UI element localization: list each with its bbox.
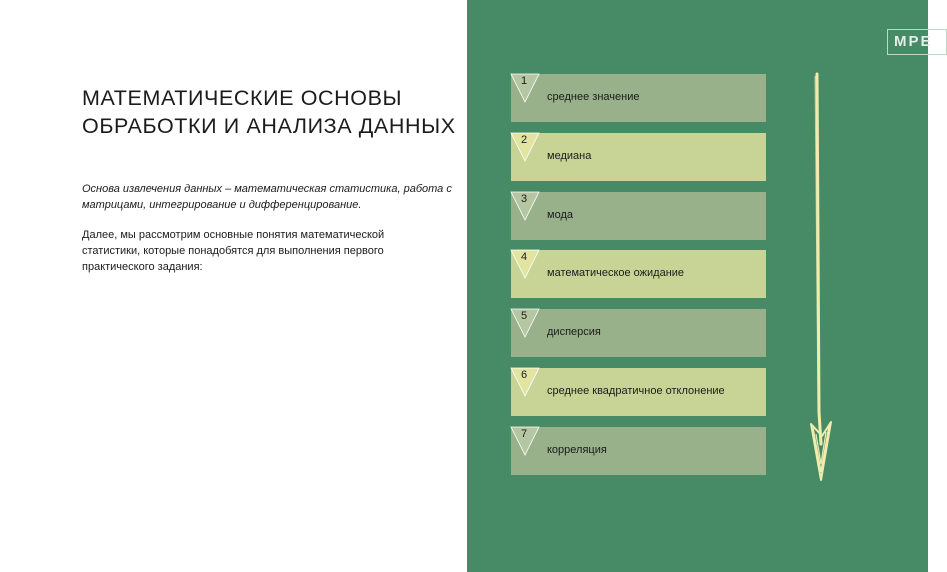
item-number: 1 [521,75,528,87]
list-item [511,250,766,298]
intro-text: Основа извлечения данных – математическая статистика, работа с матрицами, интегрирование и дифференцирование. [82,183,452,211]
item-label: медиана [547,149,592,162]
item-number: 5 [521,310,528,323]
logo: МРЕ [887,29,947,55]
page-title: МАТЕМАТИЧЕСКИЕ ОСНОВЫ ОБРАБОТКИ И АНАЛИЗА ДАННЫХ [82,86,456,139]
list-item [511,133,766,181]
body-text: Далее, мы рассмотрим основные понятия математической статистики, которые понадобятся для выполнения первого практического задания: [82,229,385,273]
down-arrow-icon [806,72,836,482]
item-label: среднее значение [547,91,640,103]
item-label: мода [547,208,573,221]
item-number: 6 [521,368,528,381]
list-item [511,368,766,416]
list-item [511,192,766,240]
item-number: 7 [521,427,528,440]
item-label: математическое ожидание [547,267,685,280]
item-number: 4 [521,251,528,264]
concept-list [511,74,766,486]
list-item [511,309,766,357]
content-panel [0,0,467,572]
item-label: дисперсия [547,326,601,339]
item-number: 2 [521,133,528,146]
item-label: среднее квадратичное отклонение [547,384,725,397]
item-label: корреляция [547,443,607,456]
list-item [511,427,766,475]
list-item [511,74,766,122]
item-number: 3 [521,192,528,205]
